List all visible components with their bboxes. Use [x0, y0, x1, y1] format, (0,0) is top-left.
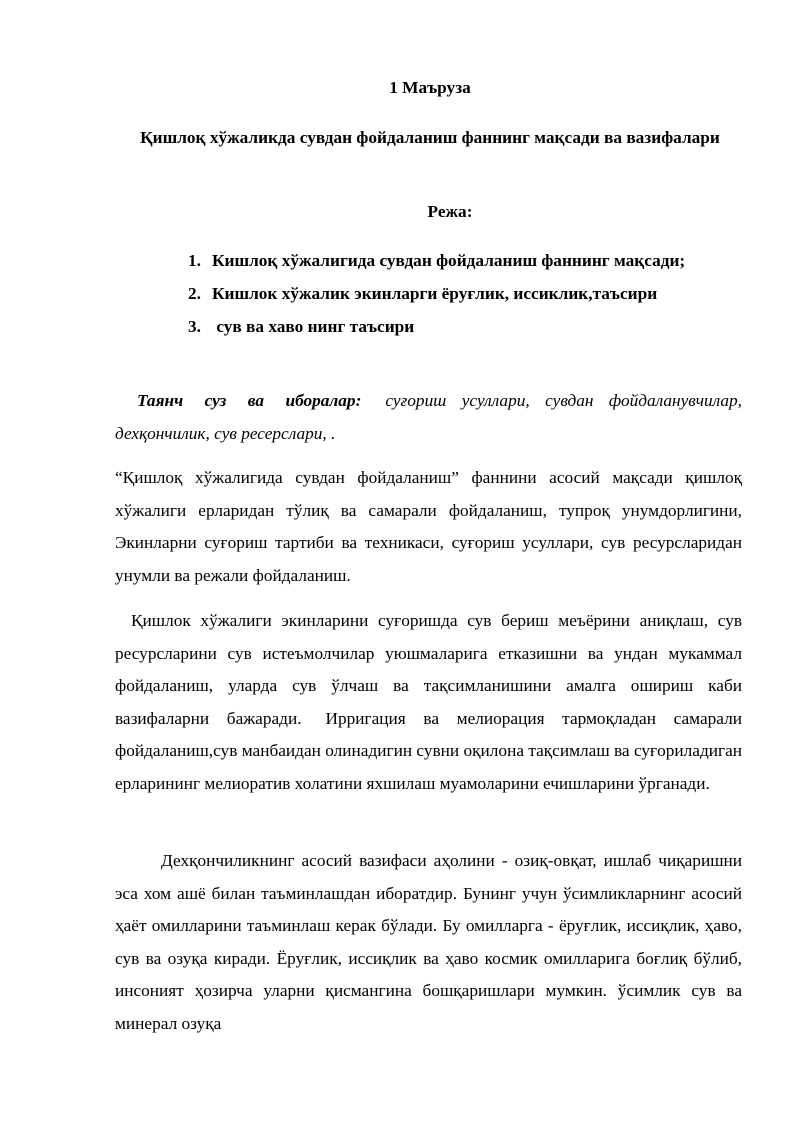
- plan-item-text: Кишлок хўжалик экинларги ёруғлик, иссиклик,таъсири: [212, 284, 658, 303]
- plan-item-number: 2.: [188, 284, 201, 303]
- paragraph-farming: [115, 845, 742, 1040]
- paragraph-farming-text: Дехқончиликнинг асосий вазифаси аҳолини - озиқ-овқат, ишлаб чиқаришни эса хом ашё билан таъминлашдан иборатдир. Бунинг учун ўсимликларнинг асосий ҳаёт омилларини таъминлаш керак бўлади. Бу омилларга - ёруғлик, иссиқлик, ҳаво, сув ва озуқа киради. Ёруғлик, иссиқлик ва ҳаво космик омилларига боғлиқ бўлиб, инсоният ҳозирча уларни қисмангина бошқаришлари мумкин. ўсимлик сув ва минерал озуқа: [115, 851, 742, 1033]
- paragraph-tasks: [115, 605, 742, 800]
- lecture-number-title: 1 Маъруза: [389, 78, 471, 97]
- plan-item: [188, 310, 685, 343]
- plan-item: [188, 244, 685, 277]
- plan-item-number: 1.: [188, 251, 201, 270]
- plan-item-text: Кишлоқ хўжалигида сувдан фойдаланиш фаннинг мақсади;: [212, 251, 686, 270]
- plan-item-text: сув ва хаво нинг таъсири: [212, 317, 415, 336]
- keywords-terms: суғориш усуллари, сувдан фойдаланувчилар, дехқончилик, сув ресерслари, .: [115, 391, 742, 443]
- plan-heading: Режа:: [427, 202, 473, 221]
- paragraph-irrigation-text: Ирригация ва мелиорация тармоқладан самарали фойдаланиш,сув манбаидан олинадигин сувни оқилона тақсимлаш ва суғориладиган ерларининг мелиоратив холатини яхшилаш муамоларини ечишларини ўрганади.: [115, 708, 742, 793]
- plan-item-number: 3.: [188, 317, 201, 336]
- paragraph-tasks-text: Қишлок хўжалиги экинларини суғоришда сув бериш меъёрини аниқлаш, сув ресурсларини сув истеъмолчилар уюшмаларига етказишни ва ундан мукаммал фойдаланиш, уларда сув ўлчаш ва тақсимланишини амалга ошириш каби вазифаларни бажаради.: [115, 611, 742, 728]
- plan-item: [188, 277, 685, 310]
- keywords-paragraph: [115, 385, 742, 450]
- lecture-title: Қишлоқ хўжаликда сувдан фойдаланиш фаннинг мақсади ва вазифалари: [140, 128, 720, 147]
- plan-list: [188, 244, 685, 343]
- paragraph-purpose: “Қишлоқ хўжалигида сувдан фойдаланиш” фаннини асосий мақсади қишлоқ хўжалиги ерларидан тўлиқ ва самарали фойдаланиш, тупроқ унумдорлигини, Экинларни суғориш тартиби ва техникаси, суғориш усуллари, сув ресурсларидан унумли ва режали фойдаланиш.: [115, 468, 742, 585]
- keywords-label: Таянч суз ва иборалар:: [137, 391, 362, 410]
